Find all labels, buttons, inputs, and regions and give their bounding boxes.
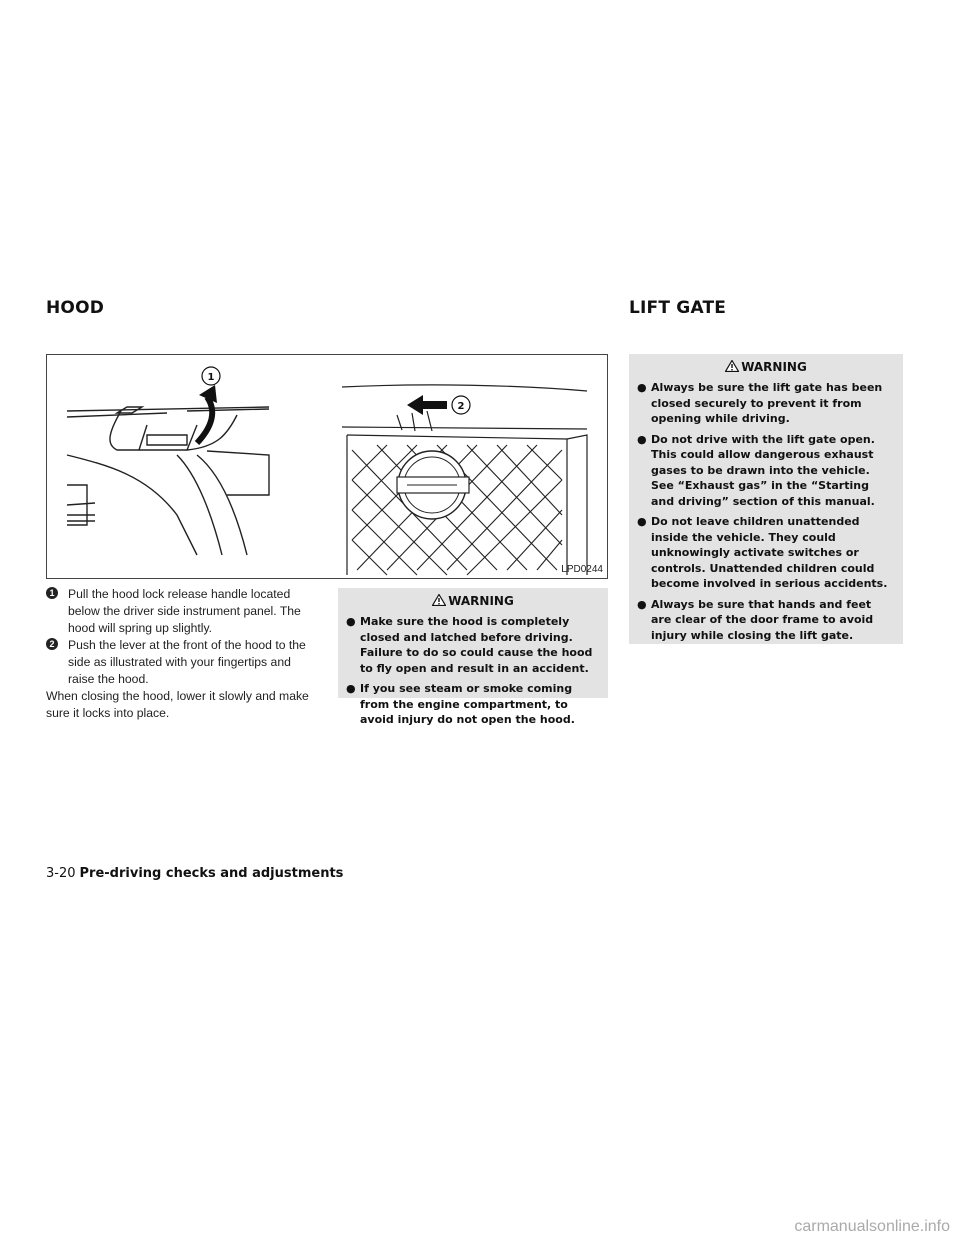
hood-warning-box [338,588,608,726]
step-2 [46,637,318,688]
liftgate-warning-item [637,432,895,510]
liftgate-warning-item-text: Do not leave children unattended inside the vehicle. They could unknowingly activate switches or controls. Unattended children could become involved in serious accidents. [651,515,888,590]
warning-triangle-icon [725,360,739,372]
liftgate-warning-item [637,380,895,427]
liftgate-warning-item-text: Always be sure the lift gate has been closed securely to prevent it from opening while driving. [651,381,883,425]
hood-section-title: HOOD [46,298,105,318]
bullet-icon: ● [346,615,356,628]
callout-1-label: 1 [207,372,215,383]
liftgate-section-title: LIFT GATE [629,298,727,318]
hood-warning-item [346,614,600,676]
liftgate-warning-item-text: Do not drive with the lift gate open. This could allow dangerous exhaust gases to be drawn into the vehicle. See “Exhaust gas” in the “Starting and driving” section of this manual. [651,432,875,508]
liftgate-warning-heading-text: WARNING [741,360,807,374]
page-footer [46,866,343,881]
hood-warning-heading [346,594,600,608]
figure-code: LPD0244 [561,564,603,575]
step-1-number-icon: 1 [46,587,58,599]
bullet-icon: ● [637,432,647,446]
step-2-text: Push the lever at the front of the hood to the side as illustrated with your fingertips and raise the hood. [68,638,306,686]
chapter-title: Pre-driving checks and adjustments [79,866,344,881]
warning-triangle-icon [432,594,446,606]
liftgate-warning-item [637,514,895,592]
hood-warning-item [346,681,600,728]
callout-2-label: 2 [457,401,465,412]
step-2-number-icon: 2 [46,638,58,650]
hood-release-illustration [46,354,608,579]
hood-warning-heading-text: WARNING [448,594,514,608]
bullet-icon: ● [637,515,647,528]
liftgate-warning-heading [637,360,895,374]
step-1-text: Pull the hood lock release handle located below the driver side instrument panel. The hood will spring up slightly. [68,587,301,635]
liftgate-warning-item [637,597,895,644]
step-1 [46,586,318,637]
watermark: carmanualsonline.info [794,1218,950,1235]
hood-warning-item-text: If you see steam or smoke coming from the engine compartment, to avoid injury do not open the hood. [360,682,575,726]
bullet-icon: ● [637,381,647,394]
bullet-icon: ● [346,682,356,695]
page-number: 3-20 [46,866,76,881]
bullet-icon: ● [637,597,647,611]
illustration-drawing [47,355,607,578]
liftgate-warning-item-text: Always be sure that hands and feet are clear of the door frame to avoid injury while closing the lift gate. [651,597,874,642]
closing-paragraph: When closing the hood, lower it slowly and make sure it locks into place. [46,689,309,720]
liftgate-warning-box [629,354,903,644]
hood-warning-item-text: Make sure the hood is completely closed and latched before driving. Failure to do so could cause the hood to fly open and result in an accident. [360,615,593,675]
